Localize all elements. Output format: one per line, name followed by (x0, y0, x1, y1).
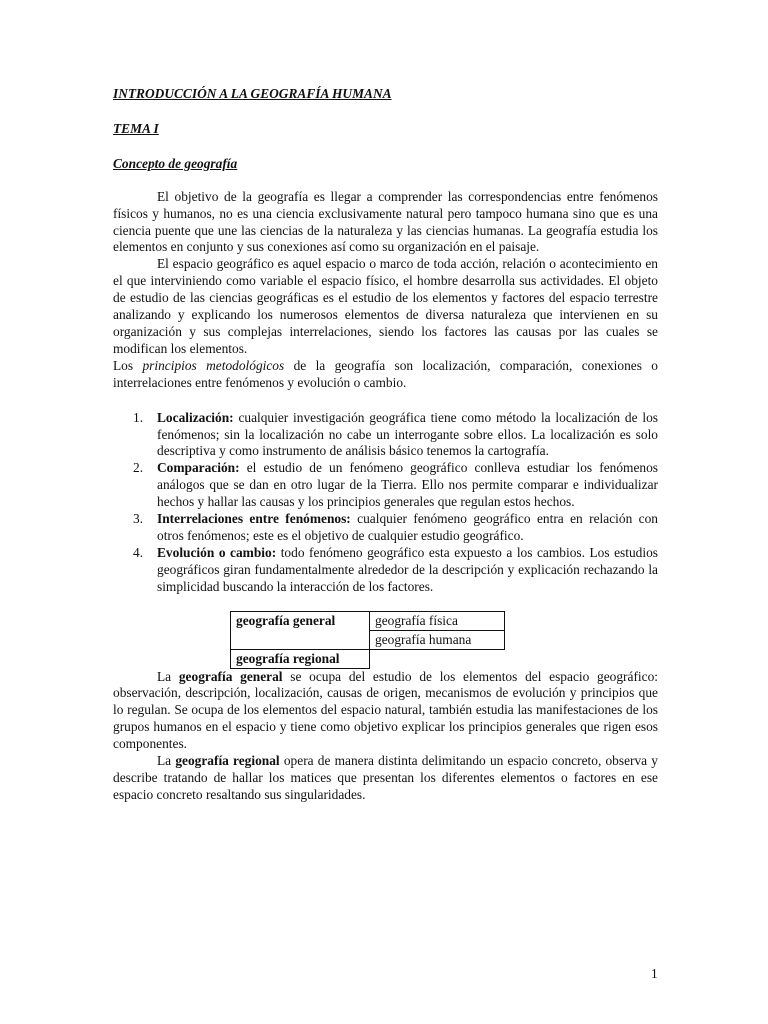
list-item-term: Localización: (157, 409, 234, 425)
list-item (113, 545, 658, 596)
list-item-text: cualquier investigación geográfica tiene como método la localización de los fenómenos; sin la localización no cabe un interrogante sobre ellos. La localización es solo descriptiva y como instrumento de análisis básico tenemos la cartografía. (157, 409, 658, 459)
list-item-term: Interrelaciones entre fenómenos: (157, 511, 351, 527)
document-content (113, 86, 658, 804)
list-item-number: 4. (133, 544, 144, 560)
list-item-number: 2. (133, 460, 144, 476)
section-heading: Concepto de geografía (113, 155, 238, 171)
paragraph-principios-start: Los (113, 357, 134, 373)
paragraph-espacio: El espacio geográfico es aquel espacio o marco de toda acción, relación o acontecimiento en el que interviniendo como variable el espacio físico, el hombre desarrolla sus actividades. El objeto de estudio de las ciencias geográficas es el estudio de los elementos y factores del espacio terrestre analizando y explicando los numerosos elementos de diversa naturaleza que intervienen en su organización y sus complejas interrelaciones, siendo los factores las causas por las cuales se modifican los elementos. (113, 256, 658, 356)
list-item-text: todo fenómeno geográfico esta expuesto a los cambios. Los estudios geográficos giran fundamentalmente alrededor de la descripción y explicación rechazando la simplicidad buscando la interacción de los factores. (157, 544, 658, 594)
geography-table (230, 611, 505, 669)
page-number: 1 (651, 966, 658, 981)
table-cell-empty (370, 649, 505, 668)
list-item-text: el estudio de un fenómeno geográfico conlleva estudiar los fenómenos análogos que se dan en otro lugar de la Tierra. Ello nos permite comparar e individualizar hechos y hallar las causas y los principios generales que regulan estos hechos. (157, 460, 658, 510)
table-row (231, 611, 505, 630)
list-item (113, 460, 658, 511)
paragraph-regional-end: opera de manera distinta delimitando un espacio concreto, observa y describe tratando de hallar los matices que presentan los diferentes elementos o factores en ese espacio concreto resaltando sus singularidades. (113, 753, 658, 802)
paragraph-general-start: La (157, 668, 172, 684)
list-item-number: 1. (133, 409, 144, 425)
paragraph-objetivo: El objetivo de la geografía es llegar a comprender las correspondencias entre fenómenos físicos y humanos, no es una ciencia exclusivamente natural pero tampoco humana sino que es una ciencia puente que une las ciencias de la naturaleza y las ciencias humanas. La geografía estudia los elementos en conjunto y sus conexiones así como su organización en el paisaje. (113, 188, 658, 255)
paragraph-geografia-general (113, 669, 658, 754)
table-cell-fisica: geografía física (370, 611, 505, 630)
document-title: INTRODUCCIÓN A LA GEOGRAFÍA HUMANA (113, 86, 392, 101)
tema-heading: TEMA I (113, 120, 159, 136)
paragraph-principios-end: de la geografía son localización, comparación, conexiones o interrelaciones entre fenómenos y evolución o cambio. (113, 357, 658, 390)
table-cell-regional: geografía regional (231, 649, 370, 668)
geografia-general-term: geografía general (178, 668, 283, 684)
table-row (231, 649, 505, 668)
paragraph-regional-start: La (157, 753, 172, 769)
list-item (113, 410, 658, 461)
list-item-number: 3. (133, 511, 144, 527)
principles-list (113, 410, 658, 596)
paragraph-general-end: se ocupa del estudio de los elementos del espacio geográfico: observación, descripción, localización, causas de origen, mecanismos de evolución y principios que lo regulan. Se ocupa de los elementos del espacio natural, también estudia las manifestaciones de los grupos humanos en el espacio y tiene como objetivo explicar los principios generales que rigen esos componentes. (113, 668, 658, 752)
list-item-text: cualquier fenómeno geográfico entra en relación con otros fenómenos; este es el objetivo de cualquier estudio geográfico. (157, 511, 658, 543)
list-item (113, 511, 658, 545)
geografia-regional-term: geografía regional (175, 753, 280, 769)
list-item-term: Evolución o cambio: (157, 544, 277, 560)
paragraph-geografia-regional (113, 753, 658, 804)
table-cell-humana: geografía humana (370, 630, 505, 649)
principios-metodologicos-term: principios metodológicos (142, 357, 285, 373)
paragraph-principios (113, 358, 658, 392)
list-item-term: Comparación: (157, 460, 240, 476)
table-cell-general: geografía general (231, 611, 370, 649)
